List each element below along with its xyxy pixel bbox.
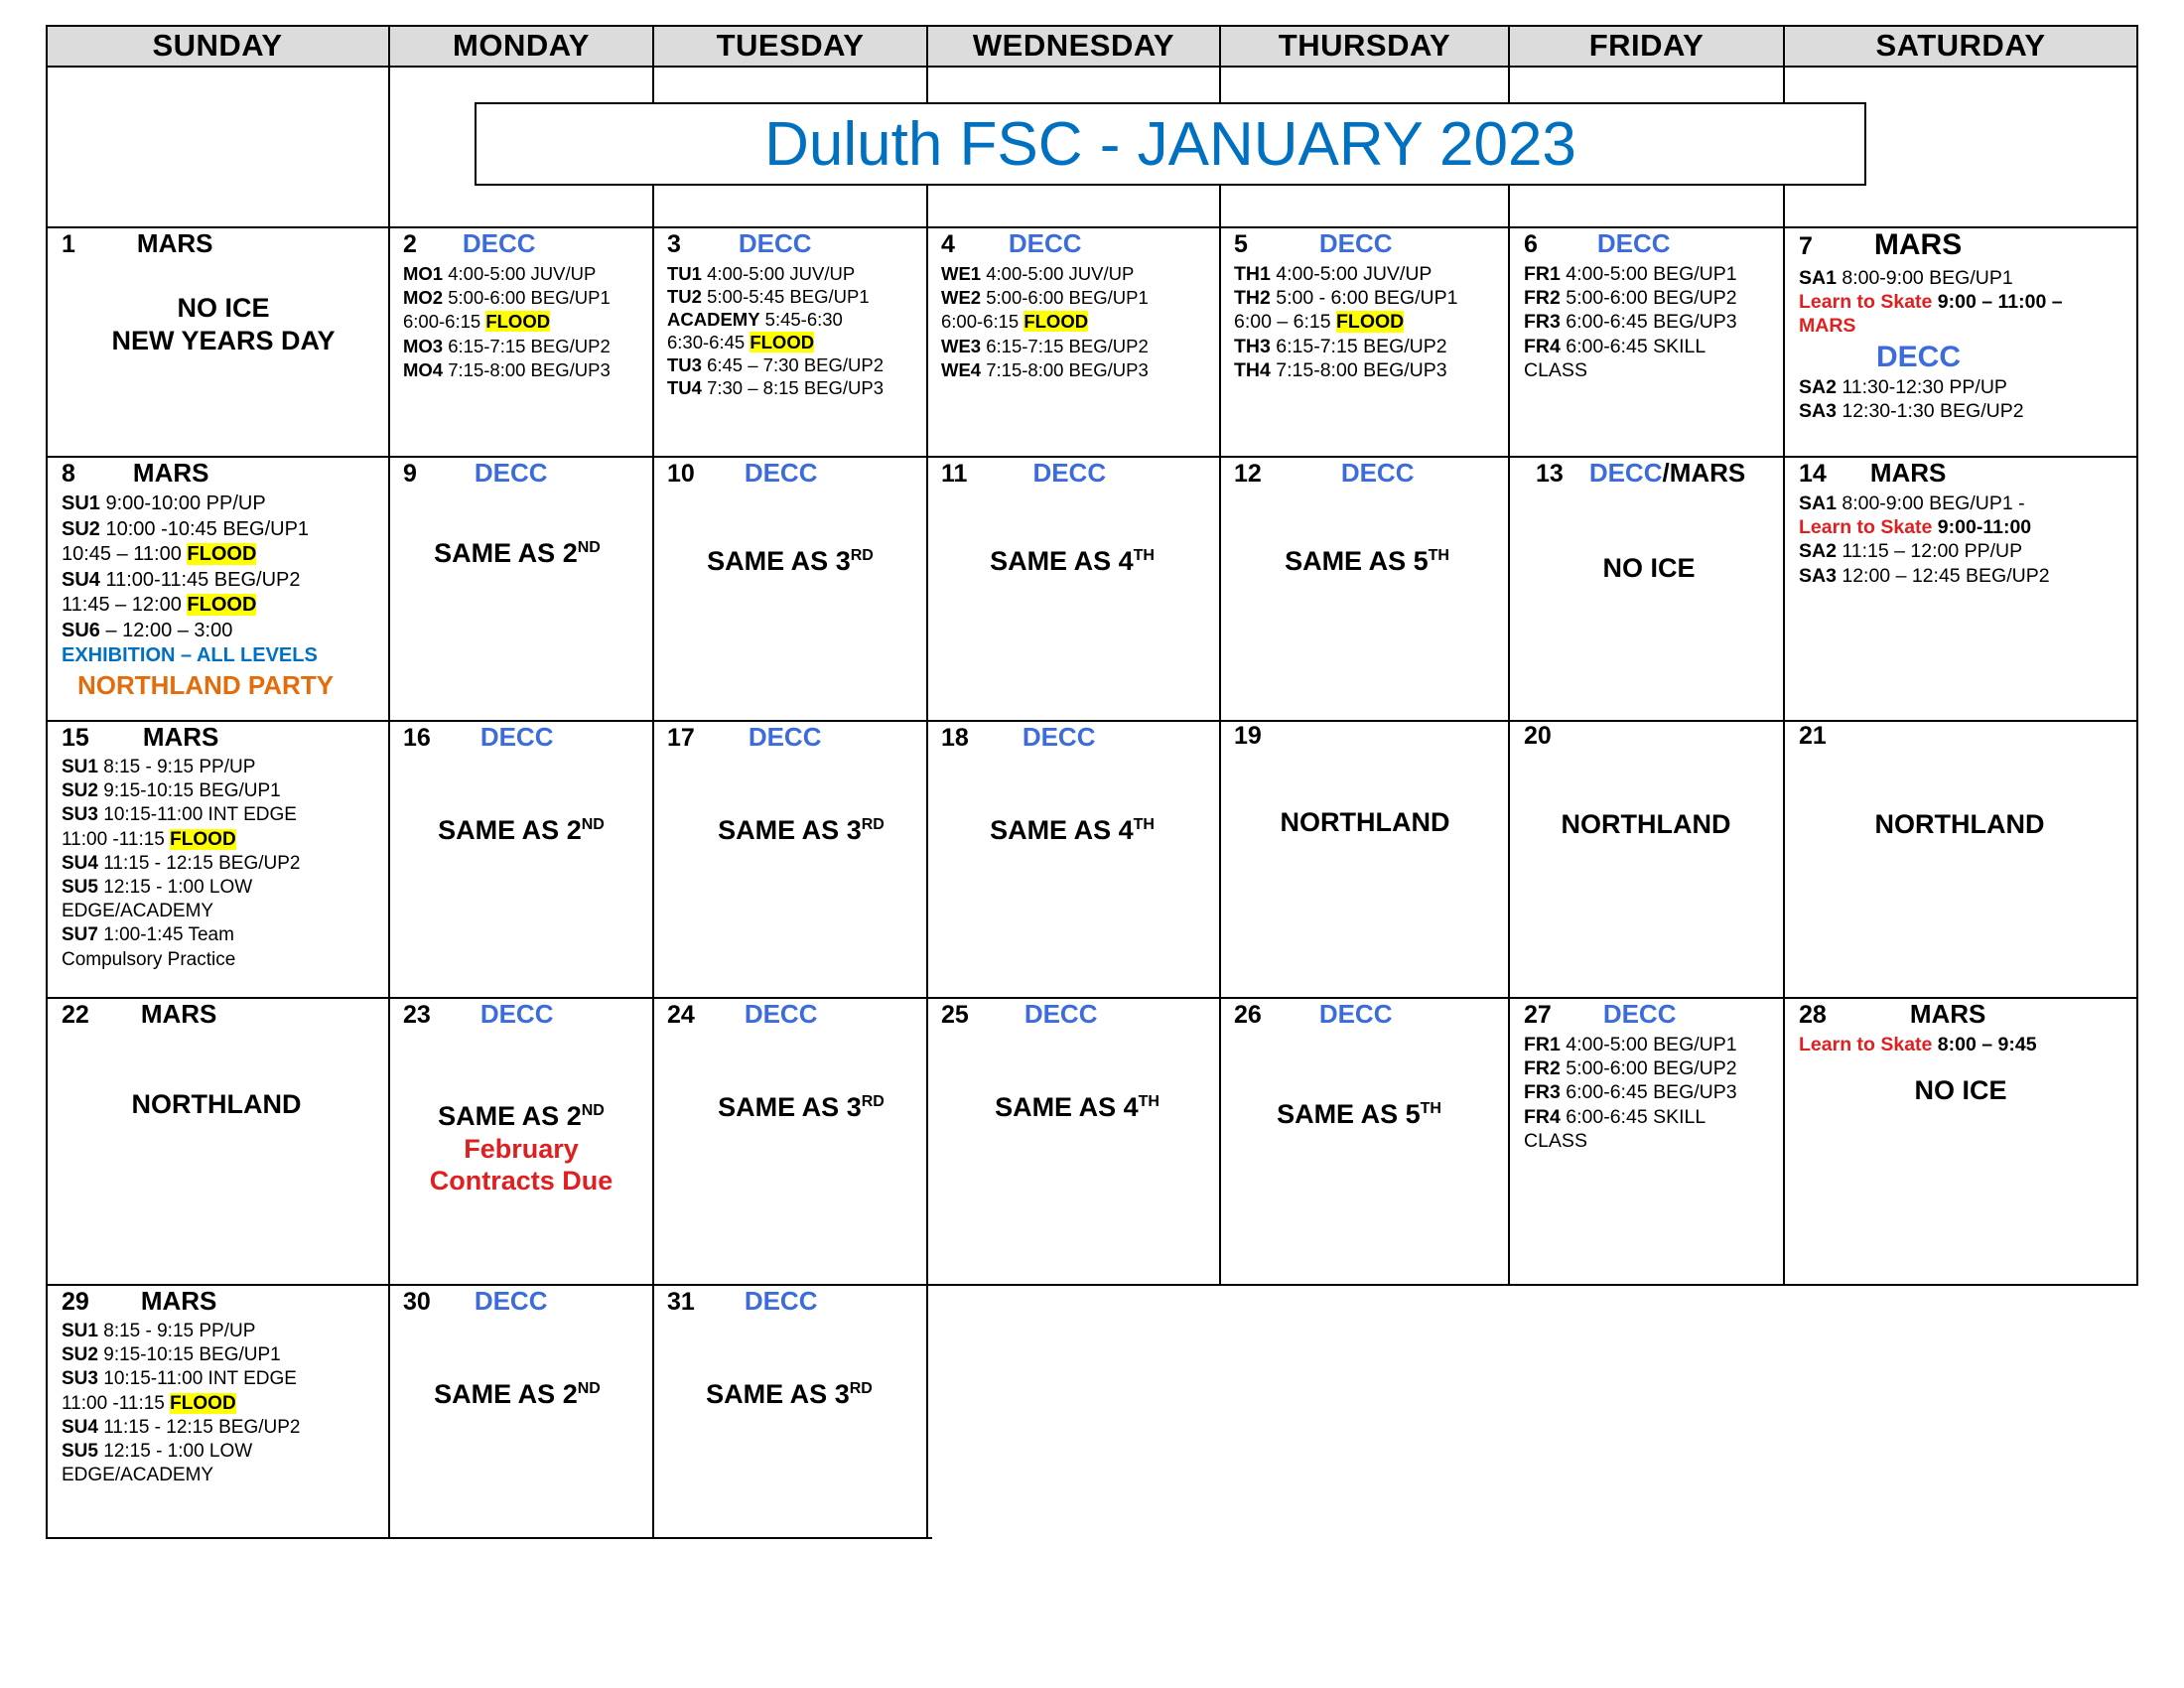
grid-line — [46, 25, 2138, 27]
venue-label: DECC — [462, 228, 536, 258]
ordinal-suffix: TH — [1428, 547, 1449, 564]
grid-line — [46, 66, 2138, 68]
session-time: 4:00-5:00 JUV/UP — [981, 263, 1135, 284]
session-time: 5:00-5:45 BEG/UP1 — [701, 286, 870, 307]
flood-badge: FLOOD — [1336, 311, 1405, 334]
same-as-note — [677, 814, 925, 847]
session-code: SA1 — [1799, 267, 1837, 289]
day-cell-3 — [667, 228, 925, 455]
session-time: 12:00 – 12:45 BEG/UP2 — [1836, 564, 2050, 587]
flood-badge: FLOOD — [1024, 311, 1089, 333]
session-detail: Compulsory Practice — [62, 948, 236, 970]
session-code: SU2 — [62, 780, 98, 802]
schedule-list — [1524, 1033, 1782, 1153]
session-time: 6:00-6:45 SKILL — [1560, 335, 1706, 357]
venue-label: MARS — [132, 458, 209, 488]
ordinal-suffix: RD — [849, 1380, 873, 1397]
session-code: SA2 — [1799, 540, 1837, 563]
same-as-text: SAME AS 4 — [990, 546, 1134, 576]
day-note: NEW YEARS DAY — [111, 326, 336, 355]
session-time: 6:15-7:15 BEG/UP2 — [981, 335, 1149, 356]
flood-time: 6:00 – 6:15 — [1234, 311, 1337, 334]
calendar-title: Duluth FSC - JANUARY 2023 — [475, 102, 1866, 186]
day-cell-13 — [1524, 458, 1782, 719]
session-time: 4:00-5:00 BEG/UP1 — [1560, 263, 1737, 285]
same-as-note — [1234, 1098, 1506, 1131]
day-cell-14 — [1799, 458, 2134, 719]
learn-to-skate-label: Learn to Skate — [1799, 1034, 1933, 1055]
session-time: 6:00-6:45 SKILL — [1560, 1105, 1706, 1128]
session-code: SU3 — [62, 804, 98, 826]
day-number: 2 — [403, 230, 417, 258]
venue-label: DECC — [1340, 458, 1415, 488]
day-number: 10 — [667, 460, 695, 488]
session-time: 9:00 – 11:00 – — [1932, 291, 2063, 314]
session-code: MO3 — [403, 335, 444, 356]
same-as-note — [941, 814, 1217, 847]
venue-label: DECC — [474, 1286, 548, 1316]
day-cell-9 — [403, 458, 651, 719]
day-note: NO ICE — [1914, 1075, 2007, 1105]
day-number: 15 — [62, 724, 89, 752]
session-time: 9:00-10:00 PP/UP — [99, 492, 266, 514]
session-time: 11:15 - 12:15 BEG/UP2 — [97, 1416, 301, 1438]
session-code: FR2 — [1524, 1057, 1561, 1080]
session-code: SU1 — [62, 757, 98, 777]
session-code: MO1 — [403, 263, 444, 284]
day-number: 6 — [1524, 230, 1538, 258]
day-number: 7 — [1799, 232, 1813, 260]
day-number: 5 — [1234, 230, 1248, 258]
contracts-due-note: Contracts Due — [429, 1166, 614, 1196]
day-number: 13 — [1536, 460, 1564, 488]
session-code: SU5 — [62, 877, 98, 899]
session-time: 11:15 – 12:00 PP/UP — [1836, 540, 2023, 563]
session-code: FR1 — [1524, 1034, 1561, 1055]
session-time: 7:15-8:00 BEG/UP3 — [981, 358, 1149, 380]
schedule-list — [941, 262, 1217, 382]
grid-line — [46, 1537, 932, 1539]
same-as-note — [667, 545, 925, 578]
session-time: 7:30 – 8:15 BEG/UP3 — [701, 377, 885, 398]
venue-label: DECC — [1008, 228, 1082, 258]
flood-badge: FLOOD — [170, 828, 236, 850]
day-number: 1 — [62, 230, 75, 258]
day-number: 9 — [403, 460, 417, 488]
day-cell-16 — [403, 722, 651, 996]
session-code: TU1 — [667, 263, 702, 284]
same-as-text: SAME AS 3 — [718, 815, 862, 845]
session-code: FR2 — [1524, 287, 1561, 310]
same-as-text: SAME AS 4 — [990, 815, 1134, 845]
venue-label: DECC — [1024, 999, 1098, 1029]
day-cell-8 — [62, 458, 385, 719]
same-as-note — [403, 814, 651, 847]
day-cell-17 — [667, 722, 925, 996]
flood-badge: FLOOD — [187, 594, 257, 616]
session-code: WE2 — [941, 287, 982, 309]
same-as-note — [403, 537, 651, 570]
schedule-list — [403, 262, 651, 382]
session-code: SU2 — [62, 1344, 98, 1366]
day-cell-1 — [62, 228, 385, 455]
venue-label: DECC — [1602, 999, 1677, 1029]
session-code: FR3 — [1524, 1081, 1561, 1104]
day-number: 20 — [1524, 722, 1552, 750]
venue-label: MARS — [1869, 458, 1947, 488]
day-cell-23 — [403, 999, 651, 1283]
day-cell-30 — [403, 1286, 651, 1536]
session-time: 8:15 - 9:15 PP/UP — [97, 1321, 256, 1341]
day-number: 25 — [941, 1001, 969, 1029]
session-time: 11:15 - 12:15 BEG/UP2 — [97, 852, 301, 874]
ordinal-suffix: RD — [861, 1093, 885, 1110]
ordinal-suffix: TH — [1133, 547, 1155, 564]
venue-label: MARS — [136, 228, 213, 258]
day-number: 26 — [1234, 1001, 1262, 1029]
session-code: SA2 — [1799, 375, 1837, 398]
session-code: TH4 — [1234, 358, 1271, 381]
same-as-text: SAME AS 2 — [438, 815, 582, 845]
session-code: SU1 — [62, 1321, 98, 1341]
same-as-note — [941, 545, 1217, 578]
flood-time: 10:45 – 11:00 — [62, 543, 188, 565]
same-as-note — [941, 1091, 1217, 1124]
venue-label: DECC — [1022, 722, 1096, 752]
schedule-list — [62, 492, 385, 701]
session-time: 11:30-12:30 PP/UP — [1836, 375, 2007, 398]
ordinal-suffix: ND — [577, 1380, 601, 1397]
flood-badge: FLOOD — [187, 543, 257, 565]
same-as-text: SAME AS 2 — [434, 538, 578, 568]
session-time: 5:00-6:00 BEG/UP1 — [443, 287, 611, 309]
session-time: 10:00 -10:45 BEG/UP1 — [99, 517, 310, 540]
session-time: 4:00-5:00 JUV/UP — [701, 263, 856, 284]
header-tuesday: TUESDAY — [716, 28, 865, 63]
session-time: 8:15 - 9:15 PP/UP — [97, 757, 256, 777]
session-code: SU6 — [62, 619, 100, 641]
venue-label: DECC — [744, 1286, 818, 1316]
session-code: TU4 — [667, 377, 702, 398]
day-cell-19 — [1234, 722, 1506, 996]
schedule-list — [1799, 1033, 2134, 1056]
ordinal-suffix: ND — [577, 539, 601, 556]
exhibition-label: EXHIBITION – ALL LEVELS — [62, 644, 318, 666]
same-as-text: SAME AS 5 — [1277, 1099, 1421, 1129]
same-as-text: SAME AS 3 — [706, 1379, 850, 1409]
session-time: 6:15-7:15 BEG/UP2 — [443, 335, 611, 356]
day-cell-18 — [941, 722, 1217, 996]
session-time: 12:15 - 1:00 LOW — [97, 877, 253, 899]
session-time: 5:00-6:00 BEG/UP2 — [1560, 1057, 1737, 1080]
session-code: FR4 — [1524, 1105, 1561, 1128]
venue-label: /MARS — [1662, 458, 1746, 488]
session-time: 10:15-11:00 INT EDGE — [97, 804, 297, 826]
session-time: 4:00-5:00 JUV/UP — [1270, 263, 1433, 285]
grid-line — [388, 25, 390, 1539]
flood-time: 6:00-6:15 — [941, 311, 1024, 333]
session-code: WE3 — [941, 335, 982, 356]
northland-party-label: NORTHLAND PARTY — [77, 669, 335, 700]
session-time: 12:30-1:30 BEG/UP2 — [1836, 399, 2024, 422]
day-cell-4 — [941, 228, 1217, 455]
venue-label: MARS — [142, 722, 219, 752]
venue-label: DECC — [1876, 340, 1962, 373]
venue-label: DECC — [474, 458, 548, 488]
session-code: TU2 — [667, 286, 702, 307]
session-code: SA3 — [1799, 399, 1837, 422]
session-code: ACADEMY — [667, 309, 760, 330]
session-time: 5:00-6:00 BEG/UP1 — [981, 287, 1149, 309]
schedule-list — [1524, 262, 1782, 382]
same-as-text: SAME AS 2 — [438, 1101, 582, 1131]
session-time: 5:00-6:00 BEG/UP2 — [1560, 287, 1737, 310]
day-number: 18 — [941, 724, 969, 752]
session-detail: CLASS — [1524, 1129, 1587, 1152]
flood-time: 11:45 – 12:00 — [62, 594, 188, 616]
grid-line — [1219, 25, 1221, 1286]
venue-label: DECC — [1032, 458, 1107, 488]
session-code: SU4 — [62, 852, 98, 874]
day-number: 24 — [667, 1001, 695, 1029]
same-as-note — [667, 1378, 925, 1411]
header-thursday: THURSDAY — [1278, 28, 1451, 63]
learn-to-skate-label: Learn to Skate — [1799, 291, 1933, 314]
session-time: 7:15-8:00 BEG/UP3 — [1270, 358, 1447, 381]
same-as-note — [677, 1091, 925, 1124]
same-as-text: SAME AS 3 — [707, 546, 851, 576]
day-cell-11 — [941, 458, 1217, 719]
day-note: NO ICE — [1602, 553, 1696, 583]
header-monday: MONDAY — [453, 28, 590, 63]
venue-label: DECC — [744, 999, 818, 1029]
ordinal-suffix: ND — [581, 816, 605, 833]
day-cell-7 — [1799, 228, 2134, 455]
session-time: 9:15-10:15 BEG/UP1 — [97, 1344, 281, 1366]
venue-label: MARS — [140, 1286, 217, 1316]
grid-line — [46, 25, 48, 1539]
session-time: 4:00-5:00 JUV/UP — [443, 263, 597, 284]
flood-time: 11:00 -11:15 — [62, 828, 171, 850]
session-code: SU1 — [62, 492, 100, 514]
session-time: 8:00-9:00 BEG/UP1 — [1836, 267, 2013, 289]
day-note: NORTHLAND — [1874, 809, 2045, 839]
day-number: 29 — [62, 1288, 89, 1316]
ordinal-suffix: RD — [850, 547, 874, 564]
same-as-text: SAME AS 2 — [434, 1379, 578, 1409]
day-note: NORTHLAND — [1561, 809, 1731, 839]
ordinal-suffix: RD — [861, 816, 885, 833]
day-cell-21 — [1799, 722, 2134, 996]
day-cell-24 — [667, 999, 925, 1283]
session-code: FR4 — [1524, 335, 1561, 357]
grid-line — [1508, 25, 1510, 1286]
same-as-text: SAME AS 4 — [995, 1092, 1139, 1122]
session-code: SU3 — [62, 1368, 98, 1390]
session-time: 7:15-8:00 BEG/UP3 — [443, 358, 611, 380]
venue-note: MARS — [1799, 315, 1856, 338]
session-detail: EDGE/ACADEMY — [62, 901, 214, 922]
session-code: MO4 — [403, 358, 444, 380]
flood-badge: FLOOD — [485, 311, 551, 333]
session-code: TU3 — [667, 354, 702, 375]
schedule-list — [1799, 266, 2134, 423]
venue-label: DECC — [1318, 228, 1393, 258]
header-wednesday: WEDNESDAY — [972, 28, 1175, 63]
same-as-text: SAME AS 5 — [1285, 546, 1429, 576]
grid-line — [2136, 25, 2138, 1286]
day-number: 23 — [403, 1001, 431, 1029]
day-number: 4 — [941, 230, 955, 258]
venue-label: DECC — [748, 722, 822, 752]
session-time: 6:00-6:45 BEG/UP3 — [1560, 311, 1737, 334]
day-cell-15 — [62, 722, 385, 996]
schedule-list — [1799, 492, 2134, 588]
session-detail: EDGE/ACADEMY — [62, 1465, 214, 1486]
venue-label: DECC — [744, 458, 818, 488]
day-cell-27 — [1524, 999, 1782, 1283]
header-sunday: SUNDAY — [152, 28, 283, 63]
session-time: 10:15-11:00 INT EDGE — [97, 1368, 297, 1390]
same-as-text: SAME AS 3 — [718, 1092, 862, 1122]
venue-label: DECC — [479, 722, 554, 752]
session-code: FR3 — [1524, 311, 1561, 334]
venue-label: MARS — [1909, 999, 1986, 1029]
session-time: 1:00-1:45 Team — [97, 924, 234, 946]
venue-label: DECC — [738, 228, 812, 258]
session-code: WE4 — [941, 358, 982, 380]
day-number: 19 — [1234, 722, 1262, 750]
venue-label: DECC — [479, 999, 554, 1029]
day-number: 12 — [1234, 460, 1262, 488]
ordinal-suffix: TH — [1133, 816, 1155, 833]
day-cell-26 — [1234, 999, 1506, 1283]
session-time: 5:45-6:30 — [759, 309, 843, 330]
day-cell-5 — [1234, 228, 1506, 455]
day-cell-10 — [667, 458, 925, 719]
session-time: 6:15-7:15 BEG/UP2 — [1270, 335, 1447, 357]
session-code: SU5 — [62, 1441, 98, 1463]
grid-line — [652, 25, 654, 1539]
session-time: 6:45 – 7:30 BEG/UP2 — [701, 354, 885, 375]
same-as-note — [1234, 545, 1506, 578]
day-number: 28 — [1799, 1001, 1827, 1029]
day-note: NORTHLAND — [131, 1089, 302, 1119]
day-number: 30 — [403, 1288, 431, 1316]
same-as-note — [403, 1100, 651, 1133]
session-code: MO2 — [403, 287, 444, 309]
venue-label: MARS — [140, 999, 217, 1029]
day-number: 21 — [1799, 722, 1827, 750]
session-code: SU4 — [62, 1416, 98, 1438]
same-as-note — [403, 1378, 651, 1411]
day-cell-12 — [1234, 458, 1506, 719]
header-friday: FRIDAY — [1588, 28, 1705, 63]
session-code: SA1 — [1799, 492, 1837, 514]
session-code: SA3 — [1799, 564, 1837, 587]
venue-label: DECC — [1596, 228, 1671, 258]
schedule-list — [62, 1320, 385, 1487]
day-cell-20 — [1524, 722, 1782, 996]
grid-line — [926, 25, 928, 1539]
day-number: 3 — [667, 230, 681, 258]
day-note: NO ICE — [177, 293, 270, 323]
session-code: SU7 — [62, 924, 98, 946]
grid-line — [1783, 25, 1785, 1286]
day-number: 16 — [403, 724, 431, 752]
session-code: SU4 — [62, 568, 100, 591]
day-cell-25 — [941, 999, 1217, 1283]
ordinal-suffix: ND — [581, 1102, 605, 1119]
day-note: NORTHLAND — [1280, 807, 1450, 837]
ordinal-suffix: TH — [1138, 1093, 1160, 1110]
session-time: 6:00-6:45 BEG/UP3 — [1560, 1081, 1737, 1104]
day-number: 8 — [62, 460, 75, 488]
day-number: 14 — [1799, 460, 1827, 488]
session-code: SU2 — [62, 517, 100, 540]
day-cell-22 — [62, 999, 385, 1283]
day-cell-2 — [403, 228, 651, 455]
venue-label: MARS — [1873, 228, 1963, 261]
session-code: WE1 — [941, 263, 982, 284]
day-number: 17 — [667, 724, 695, 752]
flood-badge: FLOOD — [750, 332, 815, 352]
flood-time: 11:00 -11:15 — [62, 1392, 171, 1414]
day-cell-31 — [667, 1286, 925, 1536]
session-code: TH1 — [1234, 263, 1271, 285]
session-code: TH2 — [1234, 287, 1271, 310]
session-time: 9:15-10:15 BEG/UP1 — [97, 780, 281, 802]
flood-badge: FLOOD — [170, 1392, 236, 1414]
session-time: 11:00-11:45 BEG/UP2 — [99, 568, 301, 591]
session-time: 5:00 - 6:00 BEG/UP1 — [1270, 287, 1458, 310]
session-code: TH3 — [1234, 335, 1271, 357]
learn-to-skate-label: Learn to Skate — [1799, 516, 1933, 539]
day-number: 11 — [941, 460, 968, 488]
session-time: 8:00-9:00 BEG/UP1 - — [1836, 492, 2025, 514]
flood-time: 6:00-6:15 — [403, 311, 486, 333]
flood-time: 6:30-6:45 — [667, 332, 751, 352]
day-cell-28 — [1799, 999, 2134, 1283]
header-saturday: SATURDAY — [1875, 28, 2046, 63]
session-time: 9:00-11:00 — [1932, 516, 2032, 539]
session-detail: CLASS — [1524, 358, 1587, 381]
day-number: 31 — [667, 1288, 695, 1316]
session-time: 12:15 - 1:00 LOW — [97, 1441, 253, 1463]
venue-label: DECC — [1588, 458, 1663, 488]
session-code: FR1 — [1524, 263, 1561, 285]
schedule-list — [1234, 262, 1506, 382]
schedule-list — [667, 262, 925, 399]
schedule-list — [62, 756, 385, 972]
session-time: 8:00 – 9:45 — [1932, 1034, 2037, 1055]
day-cell-6 — [1524, 228, 1782, 455]
session-time: – 12:00 – 3:00 — [99, 619, 233, 641]
contracts-due-note: February — [464, 1134, 579, 1164]
ordinal-suffix: TH — [1420, 1100, 1441, 1117]
day-cell-29 — [62, 1286, 385, 1536]
day-number: 22 — [62, 1001, 89, 1029]
session-time: 4:00-5:00 BEG/UP1 — [1560, 1034, 1737, 1055]
day-number: 27 — [1524, 1001, 1552, 1029]
venue-label: DECC — [1318, 999, 1393, 1029]
